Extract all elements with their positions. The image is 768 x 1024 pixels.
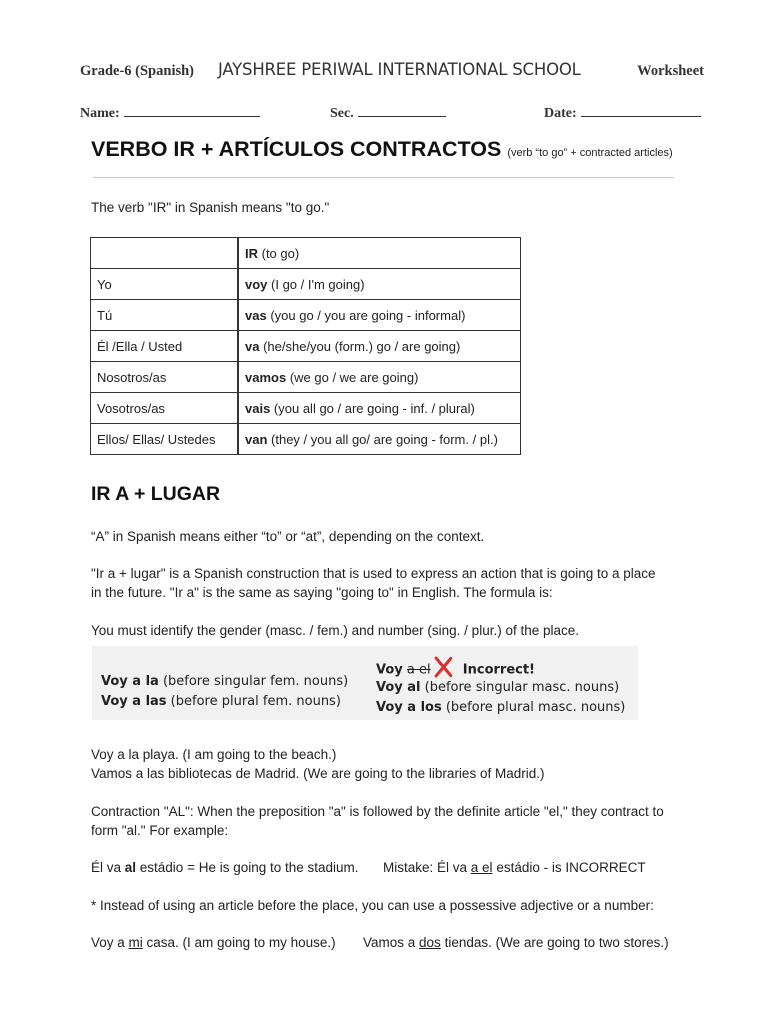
table-row <box>91 269 521 300</box>
table-header-empty <box>91 238 239 269</box>
date-label: Date: <box>544 106 577 121</box>
pronoun-cell: Tú <box>91 300 239 331</box>
pronoun-cell: Nosotros/as <box>91 362 239 393</box>
pronoun-cell: Ellos/ Ellas/ Ustedes <box>91 424 239 455</box>
table-row <box>91 393 521 424</box>
struck-a-el: a el <box>406 662 431 678</box>
form-cell: vas (you go / you are going - informal) <box>238 300 521 331</box>
section-heading: IR A + LUGAR <box>91 483 221 505</box>
mistake-example: Mistake: Él va a el estádio - is INCORRECT <box>383 860 646 875</box>
table-header-verb: IR (to go) <box>238 238 521 269</box>
rule-voy-al: Voy al (before singular masc. nouns) <box>376 680 620 695</box>
pronoun-cell: Vosotros/as <box>91 393 239 424</box>
date-blank[interactable] <box>581 104 701 117</box>
example-sentence: Vamos a las bibliotecas de Madrid. (We are going to the libraries of Madrid.) <box>91 766 545 781</box>
form-cell: va (he/she/you (form.) go / are going) <box>238 331 521 362</box>
worksheet-label: Worksheet <box>637 63 704 79</box>
table-row <box>91 424 521 455</box>
table-row <box>91 362 521 393</box>
possessive-example: Voy a mi casa. (I am going to my house.) <box>91 935 336 950</box>
rule-voy-a-la: Voy a la (before singular fem. nouns) <box>101 674 349 689</box>
name-label: Name: <box>80 106 120 121</box>
form-cell: vamos (we go / we are going) <box>238 362 521 393</box>
school-name: JAYSHREE PERIWAL INTERNATIONAL SCHOOL <box>218 60 581 79</box>
grade-label: Grade-6 (Spanish) <box>80 63 195 79</box>
form-cell: van (they / you all go/ are going - form. / pl.) <box>238 424 521 455</box>
contraction-text: form "al." For example: <box>91 823 229 838</box>
rule-incorrect: Voy a el Incorrect! <box>376 658 535 682</box>
rule-voy-a-las: Voy a las (before plural fem. nouns) <box>101 694 341 709</box>
paragraph: "Ir a + lugar" is a Spanish construction that is used to express an action that is going to a place <box>91 566 656 581</box>
name-field[interactable] <box>80 104 260 122</box>
al-example: Él va al estádio = He is going to the stadium. <box>91 860 359 875</box>
paragraph: You must identify the gender (masc. / fem.) and number (sing. / plur.) of the place. <box>91 623 579 638</box>
form-cell: vais (you all go / are going - inf. / plural) <box>238 393 521 424</box>
pronoun-cell: Él /Ella / Usted <box>91 331 239 362</box>
contraction-text: Contraction "AL": When the preposition "a" is followed by the definite article "el," they contract to <box>91 804 664 819</box>
title-divider <box>93 177 674 178</box>
table-row <box>91 300 521 331</box>
pronoun-cell: Yo <box>91 269 239 300</box>
conjugation-table <box>90 237 521 455</box>
incorrect-label: Incorrect! <box>462 662 535 678</box>
title-subtitle: (verb “to go” + contracted articles) <box>507 147 673 159</box>
intro-text: The verb "IR" in Spanish means "to go." <box>91 200 330 215</box>
date-field[interactable] <box>544 104 701 122</box>
paragraph: “A” in Spanish means either “to” or “at”, depending on the context. <box>91 529 485 544</box>
form-cell: voy (I go / I'm going) <box>238 269 521 300</box>
example-sentence: Voy a la playa. (I am going to the beach.) <box>91 747 337 762</box>
table-row <box>91 331 521 362</box>
paragraph: in the future. "Ir a" is the same as saying "going to" in English. The formula is: <box>91 585 553 600</box>
red-x-icon <box>431 655 455 679</box>
number-example: Vamos a dos tiendas. (We are going to two stores.) <box>363 935 669 950</box>
note-text: * Instead of using an article before the place, you can use a possessive adjective or a number: <box>91 898 654 913</box>
page-title <box>91 137 673 162</box>
sec-field[interactable] <box>330 104 446 122</box>
sec-label: Sec. <box>330 106 354 121</box>
title-main: VERBO IR + ARTÍCULOS CONTRACTOS <box>91 137 502 161</box>
table-header-row <box>91 238 521 269</box>
sec-blank[interactable] <box>358 104 446 117</box>
rule-voy-a-los: Voy a los (before plural masc. nouns) <box>376 700 626 715</box>
name-blank[interactable] <box>124 104 260 117</box>
